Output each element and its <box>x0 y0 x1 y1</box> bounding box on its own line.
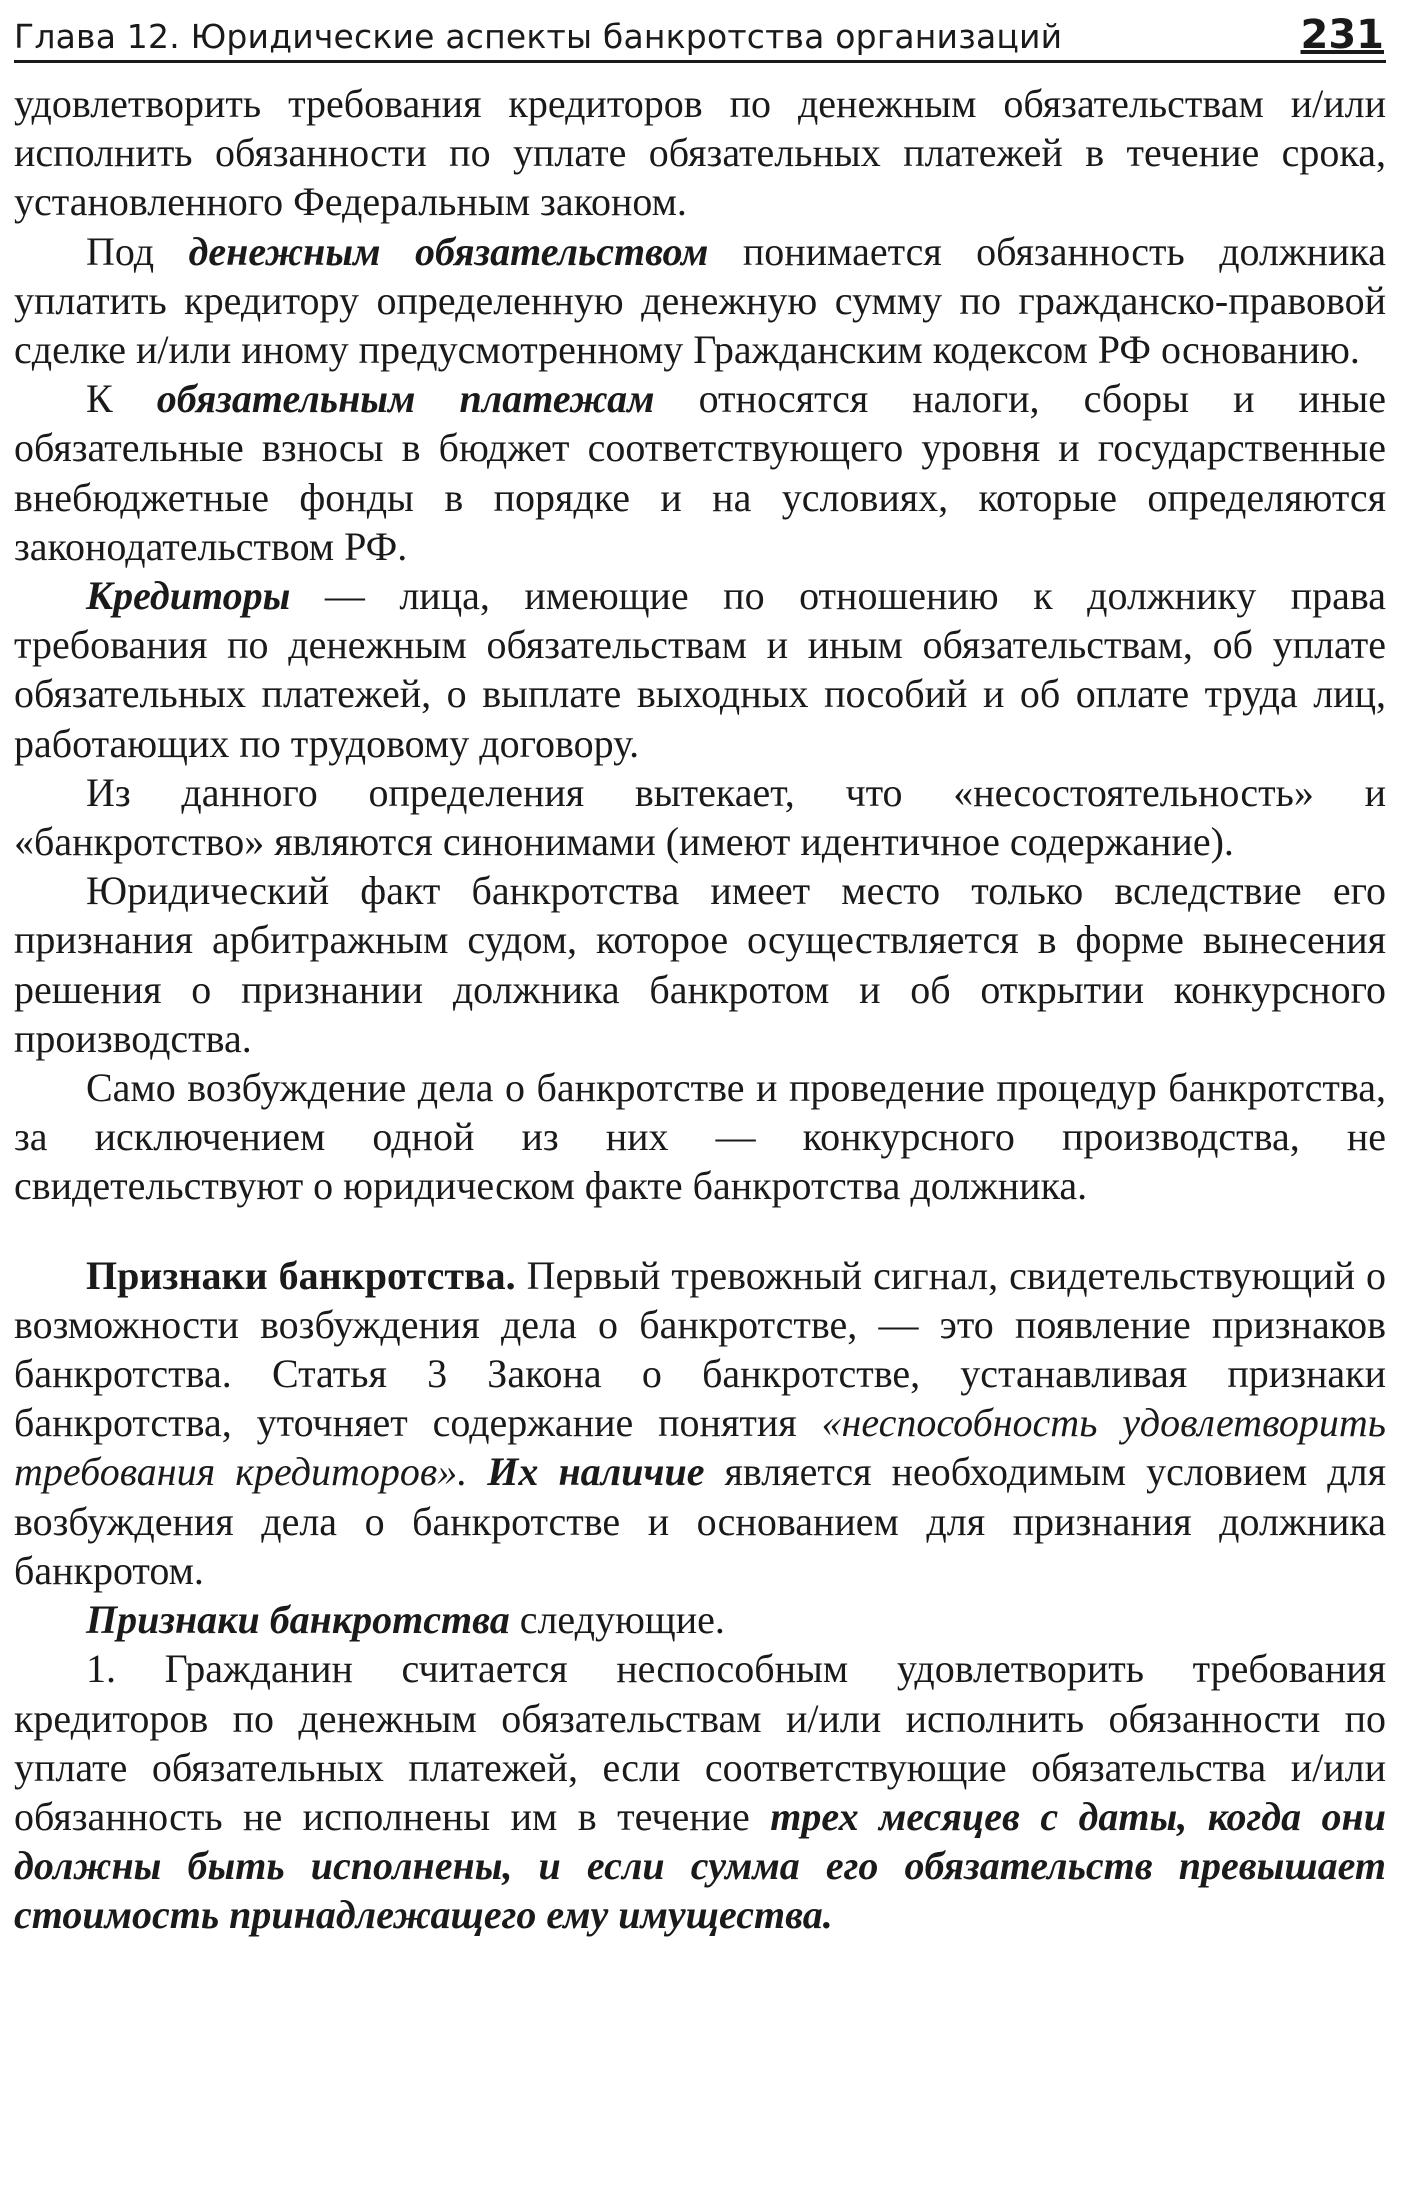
paragraph-text: Само возбуждение дела о банкротстве и проведение процедур банкротства, за исключением одной из них — конкурсного производства, не свидетельствуют о юридическом факте банкротства должника. <box>14 1065 1386 1209</box>
paragraph-text: является необходимым условием для возбуждения дела о банкротстве и основанием для признания должника банкротом. <box>14 1449 1387 1593</box>
paragraph-text: Первый тревожный сигнал, свидетельствующий о возможности возбуждения дела о банкротстве, — это появление признаков банкротства. Статья 3 Закона о банкротстве, устанавливая признаки банкротства, уточняет содержание понятия <box>14 1252 1386 1446</box>
book-page <box>14 10 1386 1940</box>
paragraph-text: удовлетворить требования кредиторов по денежным обязательствам и/или исполнить обязанности по уплате обязательных платежей в течение срока, установленного Федеральным законом. <box>14 81 1386 225</box>
paragraph-continuation <box>14 79 1386 227</box>
paragraph-sign-1 <box>14 1644 1386 1939</box>
chapter-title: Глава 12. Юридические аспекты банкротства организаций <box>14 17 1063 56</box>
quoted-concept: «неспособность удовлетворить требования кредиторов». <box>14 1400 1386 1495</box>
page-body <box>14 79 1386 1940</box>
paragraph-legal-fact <box>14 866 1386 1063</box>
emphasis-text: трех месяцев с даты, когда они должны быть исполнены, и если сумма его обязательств превышает стоимость принадлежащего ему имущества. <box>14 1793 1386 1938</box>
paragraph-lead: Под <box>86 228 189 274</box>
paragraph-text: Из данного определения вытекает, что «несостоятельность» и «банкротство» являются синонимами (имеют идентичное содержание). <box>14 769 1386 865</box>
defined-term: Кредиторы <box>86 573 291 619</box>
paragraph-text: — лица, имеющие по отношению к должнику права требования по денежным обязательствам и иным обязательствам, об уплате обязательных платежей, о выплате выходных пособий и об оплате труда лиц, работающих по трудовому договору. <box>14 573 1386 766</box>
defined-term: денежным обязательством <box>188 228 709 274</box>
paragraph-signs-list-intro <box>14 1595 1386 1644</box>
paragraph-initiation <box>14 1063 1386 1211</box>
run-in-heading: Признаки банкротства. <box>86 1252 516 1298</box>
paragraph-text: следующие. <box>509 1597 725 1643</box>
paragraph-signs-of-bankruptcy <box>14 1251 1386 1595</box>
defined-term: Признаки банкротства <box>86 1597 510 1643</box>
paragraph-mandatory-payments <box>14 374 1386 571</box>
defined-term: обязательным платежам <box>156 376 655 422</box>
paragraph-text: 1. Гражданин считается неспособным удовлетворить требования кредиторов по денежным обязательствам и/или исполнить обязанности по уплате обязательных платежей, если соответствующие обязательства и/или обязанность не исполнены им в течение <box>14 1646 1386 1839</box>
running-header <box>14 10 1386 63</box>
page-number: 231 <box>1300 12 1384 58</box>
paragraph-creditors <box>14 571 1386 768</box>
paragraph-lead: К <box>86 376 157 422</box>
emphasis-text: Их наличие <box>467 1449 705 1495</box>
paragraph-monetary-obligation <box>14 227 1386 375</box>
paragraph-text: относятся налоги, сборы и иные обязательные взносы в бюджет соответствующего уровня и государственные внебюджетные фонды в порядке и на условиях, которые определяются законодательством РФ. <box>14 376 1386 569</box>
paragraph-synonyms <box>14 768 1386 866</box>
paragraph-text: понимается обязанность должника уплатить кредитору определенную денежную сумму по гражданско-правовой сделке и/или иному предусмотренному Гражданским кодексом РФ основанию. <box>14 228 1387 373</box>
paragraph-text: Юридический факт банкротства имеет место только вследствие его признания арбитражным судом, которое осуществляется в форме вынесения решения о признании должника банкротом и об открытии конкурсного производства. <box>14 868 1386 1061</box>
